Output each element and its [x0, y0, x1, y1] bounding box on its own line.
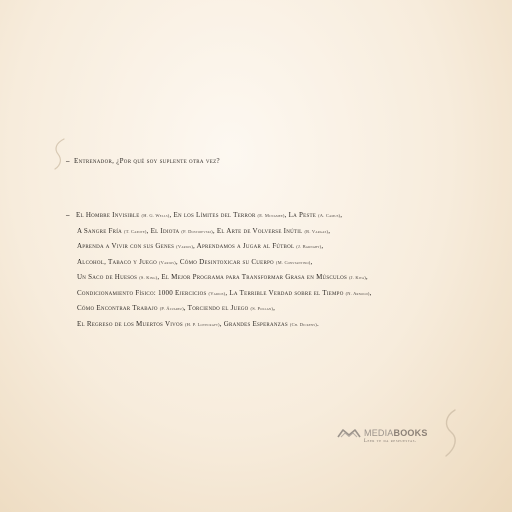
separator: , [146, 226, 149, 235]
separator: , [321, 242, 324, 250]
book-title: Cómo Desintoxicar su Cuerpo [179, 257, 274, 266]
book-title: Condicionamiento Físico: 1000 Ejercicios [77, 288, 207, 297]
book-author: (M. Constantino) [275, 259, 311, 265]
book-author: (Varios) [158, 259, 176, 265]
answer-line [66, 211, 372, 227]
separator: , [157, 273, 160, 281]
book-author: (Varios) [208, 290, 226, 296]
open-book-icon [337, 428, 361, 438]
book-author: (T. Capote) [124, 228, 147, 234]
answer-line [66, 304, 372, 320]
book-title: El Mejor Programa para Transformar Grasa en Músculos [161, 273, 348, 281]
side-credit-strip [492, 18, 498, 60]
book-author: (N. Arnold) [345, 290, 370, 296]
book-author: (S. King) [139, 275, 158, 280]
book-title: El Hombre Invisible [76, 211, 140, 219]
book-title: Aprendamos a Jugar al Fútbol [196, 242, 295, 250]
separator: , [310, 257, 313, 266]
dash-bullet: – [66, 157, 70, 165]
book-title: Alcohol, Tabaco y Juego [77, 257, 157, 266]
answer-line [66, 242, 372, 258]
book-author: (J. Barnaby) [296, 244, 322, 249]
answer-block [66, 211, 372, 335]
book-author: (A. Camus) [318, 213, 341, 218]
book-author: (H. G. Wells) [141, 213, 170, 218]
book-title: Cómo Encontrar Trabajo [77, 304, 158, 312]
brand-tagline: Leer te da respuestas. [364, 439, 417, 444]
separator: , [369, 288, 372, 297]
separator: , [219, 319, 222, 328]
book-title: El Regreso de los Muertos Vivos [77, 319, 183, 328]
dash-bullet: – [66, 211, 70, 219]
separator: , [225, 288, 228, 297]
book-title: La Terrible Verdad sobre el Tiempo [229, 288, 344, 297]
separator: , [365, 273, 368, 281]
answer-line [66, 289, 372, 305]
book-title: La Peste [288, 211, 317, 219]
book-title: En los Límites del Terror [173, 211, 256, 219]
book-title: Torciendo el Juego [187, 304, 249, 312]
answer-line [66, 227, 372, 243]
separator: , [212, 226, 215, 235]
question-line [66, 157, 220, 165]
separator: , [284, 211, 287, 219]
book-author: (F. Dostoievski) [181, 228, 213, 234]
book-title: A Sangre Fría [77, 226, 123, 235]
book-author: (E. Mcnamee) [257, 213, 285, 218]
separator: , [183, 304, 186, 312]
brand-name-media: MEDIA [364, 428, 394, 438]
book-title: Un Saco de Huesos [77, 273, 138, 281]
book-author: (J. Kita) [349, 275, 366, 280]
book-author: (Varios) [176, 244, 194, 249]
separator: , [175, 257, 178, 266]
answer-line [66, 320, 372, 336]
book-author: (P. Álvarez) [159, 306, 184, 311]
answer-line [66, 273, 372, 289]
separator: , [273, 304, 276, 312]
book-title: Grandes Esperanzas [223, 319, 288, 328]
separator: , [193, 242, 196, 250]
book-author: (S. Pollan) [250, 306, 274, 311]
separator: . [317, 319, 319, 328]
book-author: (Ch. Dickens) [289, 321, 317, 327]
book-author: (R. Vargas) [304, 228, 329, 234]
separator: , [169, 211, 172, 219]
swirl-quote-icon [52, 137, 68, 171]
separator: , [340, 211, 343, 219]
book-title: El Arte de Volverse Inútil [216, 226, 303, 235]
question-text: Entrenador, ¿Por qué soy suplente otra vez? [74, 157, 220, 165]
brand-name-books: BOOKS [393, 428, 428, 438]
book-title: El Idiota [150, 226, 180, 235]
book-author: (H. P. Lovecraft) [184, 321, 220, 327]
answer-line [66, 258, 372, 274]
separator: , [328, 226, 331, 235]
book-title: Aprenda a Vivir con sus Genes [77, 242, 175, 250]
brand-name [364, 428, 428, 438]
brand-logo [337, 428, 477, 444]
